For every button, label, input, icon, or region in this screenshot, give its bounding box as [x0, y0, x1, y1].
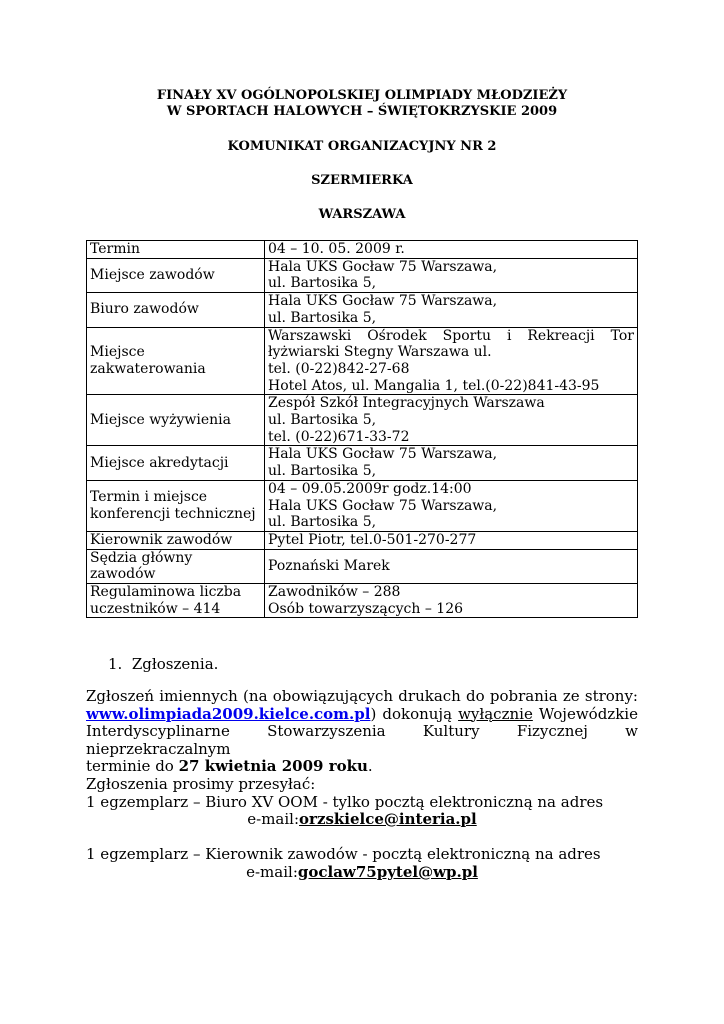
document-subtitle: KOMUNIKAT ORGANIZACYJNY NR 2 [227, 139, 497, 154]
wojewodzkie-text: Wojewódzkie [538, 704, 638, 723]
row-value-text: Zawodników – 288 [268, 584, 401, 601]
table-row [87, 327, 638, 395]
row-value-text: ul. Bartosika 5, [268, 309, 377, 326]
row-label-text: Termin i miejsce [90, 489, 208, 506]
row-value-cell [265, 241, 638, 259]
row-value-cell [265, 549, 638, 583]
copy-1-email-line [86, 811, 638, 829]
row-value-text: ul. Bartosika 5, [268, 275, 377, 292]
row-label-text: konferencji technicznej [90, 505, 256, 522]
period: . [367, 757, 373, 776]
row-value-text: Hala UKS Gocław 75 Warszawa, [268, 293, 498, 310]
table-row [87, 395, 638, 446]
row-label-text: Termin [90, 241, 140, 257]
row-value-cell [265, 293, 638, 327]
row-value-cell [265, 584, 638, 618]
paragraph-line [86, 758, 638, 776]
discipline-heading: SZERMIERKA [311, 173, 413, 188]
row-label-text: Miejsce wyżywienia [90, 412, 231, 429]
row-label-cell [87, 293, 265, 327]
row-label-cell [87, 258, 265, 292]
email-link-goclaw75pytel[interactable]: goclaw75pytel@wp.pl [297, 862, 478, 881]
row-value-cell [265, 327, 638, 395]
row-value-text: ul. Bartosika 5, [268, 514, 377, 531]
row-value-cell [265, 395, 638, 446]
row-value-text: Warszawski Ośrodek Sportu i Rekreacji Tor [268, 327, 634, 344]
row-label-cell [87, 549, 265, 583]
row-value-cell [265, 531, 638, 549]
row-label-cell [87, 584, 265, 618]
deadline-intro: terminie do [86, 757, 174, 776]
email-label: e-mail: [247, 810, 300, 829]
row-label-text: Biuro zawodów [90, 301, 199, 318]
wylacznie-text: wyłącznie [458, 704, 533, 723]
dokonuja-text: dokonują [382, 704, 453, 723]
row-value-cell [265, 446, 638, 480]
row-label-cell [87, 480, 265, 531]
row-value-text: ul. Bartosika 5, [268, 412, 377, 429]
city-heading: WARSZAWA [318, 207, 406, 222]
table-row [87, 446, 638, 480]
row-value-text: łyżwiarski Stegny Warszawa ul. [268, 344, 492, 361]
row-label-text: Miejsce [90, 344, 145, 361]
row-value-cell [265, 258, 638, 292]
section-number: 1. [108, 655, 123, 673]
row-label-text: Miejsce zawodów [90, 267, 215, 284]
paragraph-line [86, 706, 638, 724]
table-row [87, 531, 638, 549]
row-value-text: Zespół Szkół Integracyjnych Warszawa [268, 395, 545, 412]
row-label-text: uczestników – 414 [90, 600, 221, 617]
row-label-cell [87, 446, 265, 480]
table-row [87, 241, 638, 259]
row-label-cell [87, 531, 265, 549]
email-label: e-mail: [246, 862, 298, 881]
row-value-text: Osób towarzyszących – 126 [268, 600, 464, 617]
row-value-text: Hala UKS Gocław 75 Warszawa, [268, 446, 498, 463]
table-row [87, 549, 638, 583]
document-title-line-2: W SPORTACH HALOWYCH – ŚWIĘTOKRZYSKIE 2009 [166, 104, 558, 119]
email-link-orzskielce[interactable]: orzskielce@interia.pl [299, 810, 477, 829]
row-value-text: 04 – 09.05.2009r godz.14:00 [268, 480, 472, 497]
send-instructions: Zgłoszenia prosimy przesyłać: [86, 774, 316, 793]
registration-paragraph [86, 688, 638, 882]
paragraph-line: Zgłoszeń imiennych (na obowiązujących drukach do pobrania ze strony: [86, 687, 638, 705]
table-row [87, 584, 638, 618]
row-value-text: 04 – 10. 05. 2009 r. [268, 241, 405, 257]
row-label-text: Kierownik zawodów [90, 531, 233, 548]
table-row [87, 293, 638, 327]
row-value-cell [265, 480, 638, 531]
table-row [87, 480, 638, 531]
paragraph-line: Interdyscyplinarne Stowarzyszenia Kultury Fizycznej w nieprzekraczalnym [86, 722, 638, 758]
row-value-text: Hotel Atos, ul. Mangalia 1, tel.(0-22)841-43-95 [268, 377, 600, 394]
row-value-text: ul. Bartosika 5, [268, 463, 377, 480]
row-label-cell [87, 241, 265, 259]
row-label-text: Sędzia główny [90, 549, 193, 566]
row-label-text: zawodów [90, 566, 156, 583]
row-label-cell [87, 327, 265, 395]
row-label-text: zakwaterowania [90, 360, 206, 377]
document-title-line-1: FINAŁY XV OGÓLNOPOLSKIEJ OLIMPIADY MŁODZIEŻY [156, 88, 568, 103]
section-1-heading [108, 655, 218, 673]
row-value-text: tel. (0-22)671-33-72 [268, 428, 410, 445]
row-value-text: Hala UKS Gocław 75 Warszawa, [268, 497, 498, 514]
row-value-text: Poznański Marek [268, 558, 390, 574]
blank-line [86, 829, 638, 847]
row-value-text: Pytel Piotr, tel.0-501-270-277 [268, 531, 477, 548]
event-info-table [86, 240, 638, 618]
event-info-table-body [87, 241, 638, 618]
olimpiada-website-link[interactable]: www.olimpiada2009.kielce.com.pl [86, 704, 371, 723]
section-title: Zgłoszenia. [131, 655, 219, 673]
row-label-text: Regulaminowa liczba [90, 584, 242, 601]
table-row [87, 258, 638, 292]
copy-2-email-line [86, 864, 638, 882]
copy-1-text: 1 egzemplarz – Biuro XV OOM - tylko pocztą elektroniczną na adres [86, 792, 604, 811]
row-label-cell [87, 395, 265, 446]
row-value-text: tel. (0-22)842-27-68 [268, 360, 410, 377]
deadline-date: 27 kwietnia 2009 roku [178, 757, 368, 776]
paren-close: ) [370, 704, 377, 723]
copy-2-text: 1 egzemplarz – Kierownik zawodów - pocztą elektroniczną na adres [86, 845, 601, 864]
row-value-text: Hala UKS Gocław 75 Warszawa, [268, 258, 498, 275]
row-label-text: Miejsce akredytacji [90, 454, 229, 471]
